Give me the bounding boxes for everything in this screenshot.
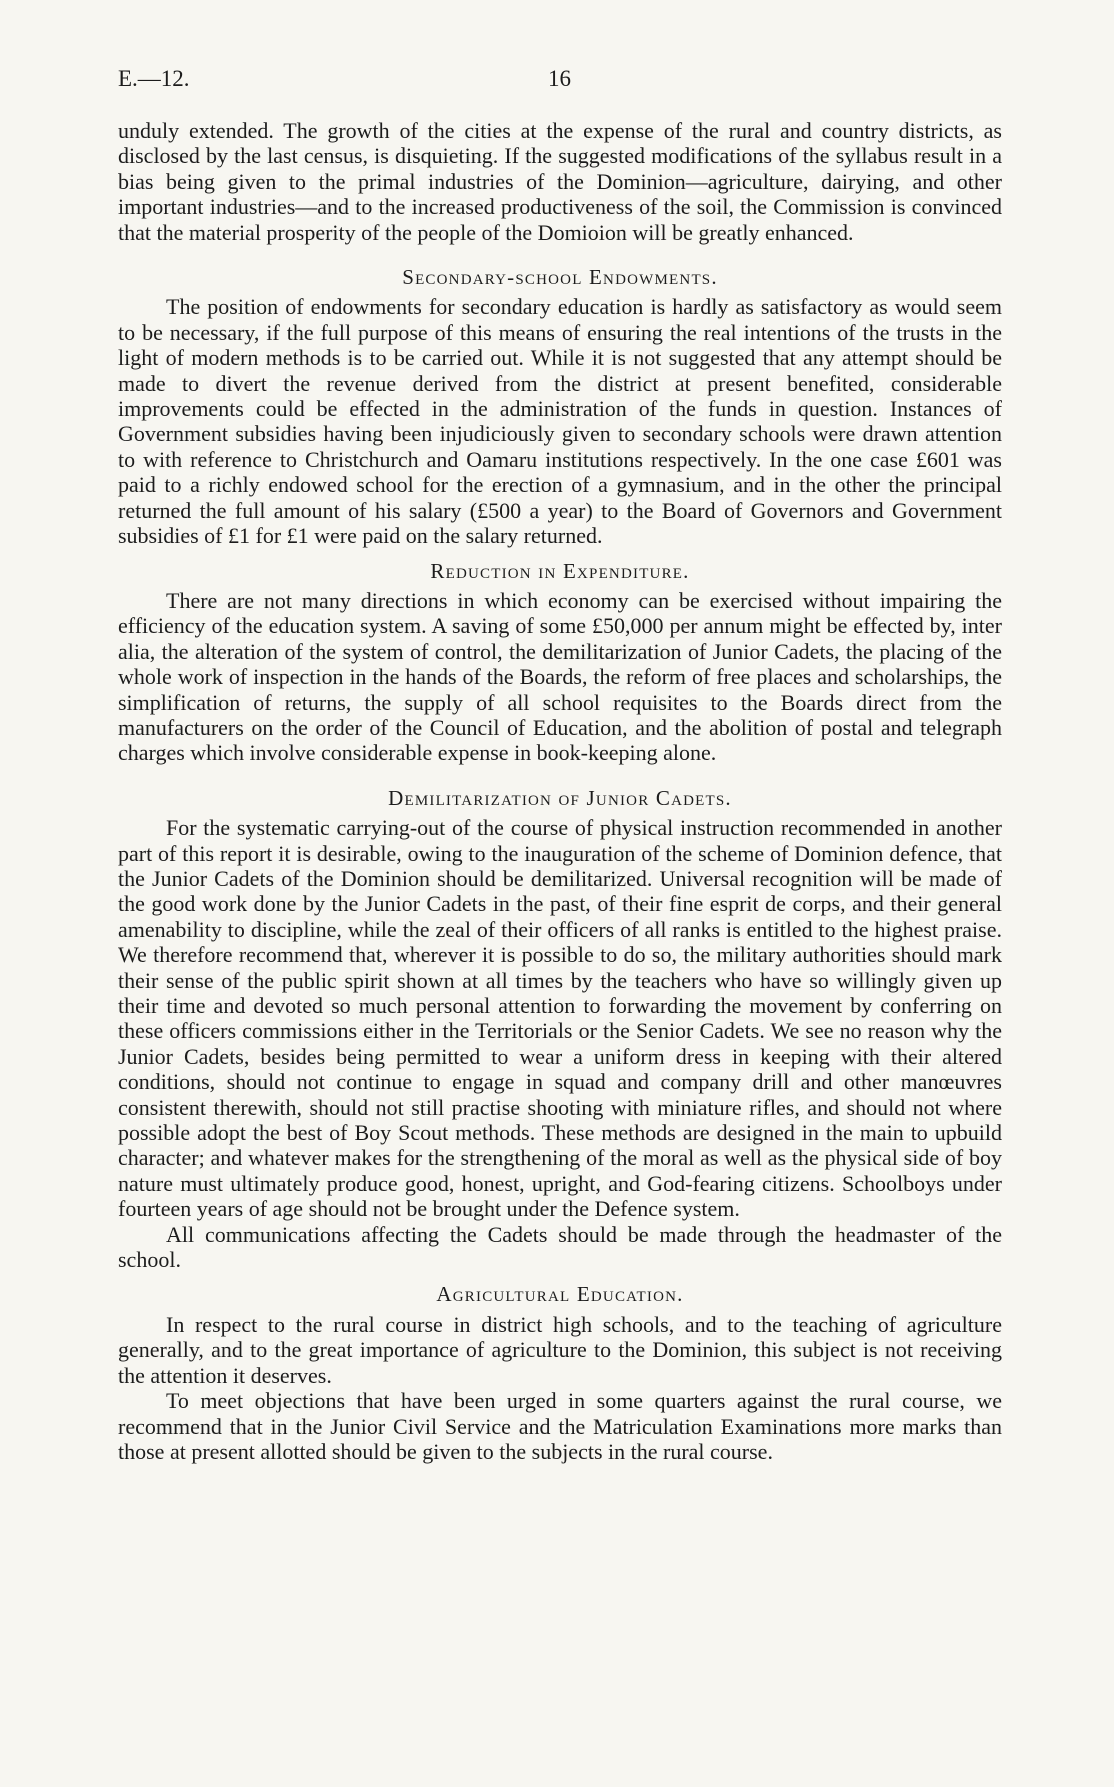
page-number: 16: [548, 66, 571, 91]
paragraph: There are not many directions in which economy can be exercised without impairing the efficiency of the education system. A saving of some £50,000 per annum might be effected by, inter alia, the alteration of the system of control, the demilitarization of Junior Cadets, the placing of the whole work of inspection in the hands of the Boards, the reform of free places and scholarships, the simplification of returns, the supply of all school requisites to the Boards direct from the manufacturers on the order of the Council of Education, and the abolition of postal and telegraph charges which involve considerable expense in book-keeping alone.: [118, 587, 1002, 766]
paragraph: All communications affecting the Cadets should be made through the headmaster of the school.: [118, 1221, 1002, 1273]
paragraph: The position of endowments for secondary education is hardly as satisfactory as would seem to be necessary, if the full purpose of this means of ensuring the real intentions of the trusts in the light of modern methods is to be carried out. While it is not suggested that any attempt should be made to divert the revenue derived from the district at present benefited, considerable improvements could be effected in the administration of the funds in question. Instances of Government subsidies having been injudiciously given to secondary schools were drawn attention to with reference to Christchurch and Oamaru institutions respectively. In the one case £601 was paid to a richly endowed school for the erection of a gymnasium, and in the other the principal returned the full amount of his salary (£500 a year) to the Board of Governors and Government subsidies of £1 for £1 were paid on the salary returned.: [118, 294, 1002, 549]
paragraph: To meet objections that have been urged in some quarters against the rural course, we recommend that in the Junior Civil Service and the Matriculation Examinations more marks than those at present allotted should be given to the subjects in the rural course.: [118, 1388, 1002, 1464]
section-heading-demilitarization-of-junior-cadets: Demilitarization of Junior Cadets.: [388, 785, 732, 810]
document-code: E.—12.: [118, 66, 190, 91]
paragraph: For the systematic carrying-out of the course of physical instruction recommended in another part of this report it is desirable, owing to the inauguration of the scheme of Dominion defence, that the Junior Cadets of the Dominion should be demilitarized. Universal recognition will be made of the good work done by the Junior Cadets in the past, of their fine esprit de corps, and their general amenability to discipline, while the zeal of their officers of all ranks is entitled to the highest praise. We therefore recommend that, wherever it is possible to do so, the military authorities should mark their sense of the public spirit shown at all times by the teachers who have so willingly given up their time and devoted so much personal attention to forwarding the movement by conferring on these officers commissions either in the Territorials or the Senior Cadets. We see no reason why the Junior Cadets, besides being permitted to wear a uniform dress in keeping with their altered conditions, should not continue to engage in squad and company drill and other manœuvres consistent therewith, should not still practise shooting with miniature rifles, and should not where possible adopt the best of Boy Scout methods. These methods are designed in the main to upbuild character; and whatever makes for the strengthening of the moral as well as the physical side of boy nature must ultimately produce good, honest, upright, and God-fearing citizens. Schoolboys under fourteen years of age should not be brought under the Defence system.: [118, 815, 1002, 1222]
section-heading-secondary-school-endowments: Secondary-school Endowments.: [402, 265, 718, 290]
section-heading-reduction-in-expenditure: Reduction in Expenditure.: [430, 558, 690, 583]
document-body: [118, 118, 1002, 1464]
section-heading-agricultural-education: Agricultural Education.: [436, 1282, 684, 1307]
paragraph: In respect to the rural course in district high schools, and to the teaching of agriculture generally, and to the great importance of agriculture to the Dominion, this subject is not receiving the attention it deserves.: [118, 1311, 1002, 1388]
page-header: [118, 66, 998, 96]
paragraph: unduly extended. The growth of the cities at the expense of the rural and country districts, as disclosed by the last census, is disquieting. If the suggested modifications of the syllabus result in a bias being given to the primal industries of the Dominion—agriculture, dairying, and other important industries—and to the increased productiveness of the soil, the Commission is convinced that the material prosperity of the people of the Domioion will be greatly enhanced.: [118, 118, 1002, 245]
